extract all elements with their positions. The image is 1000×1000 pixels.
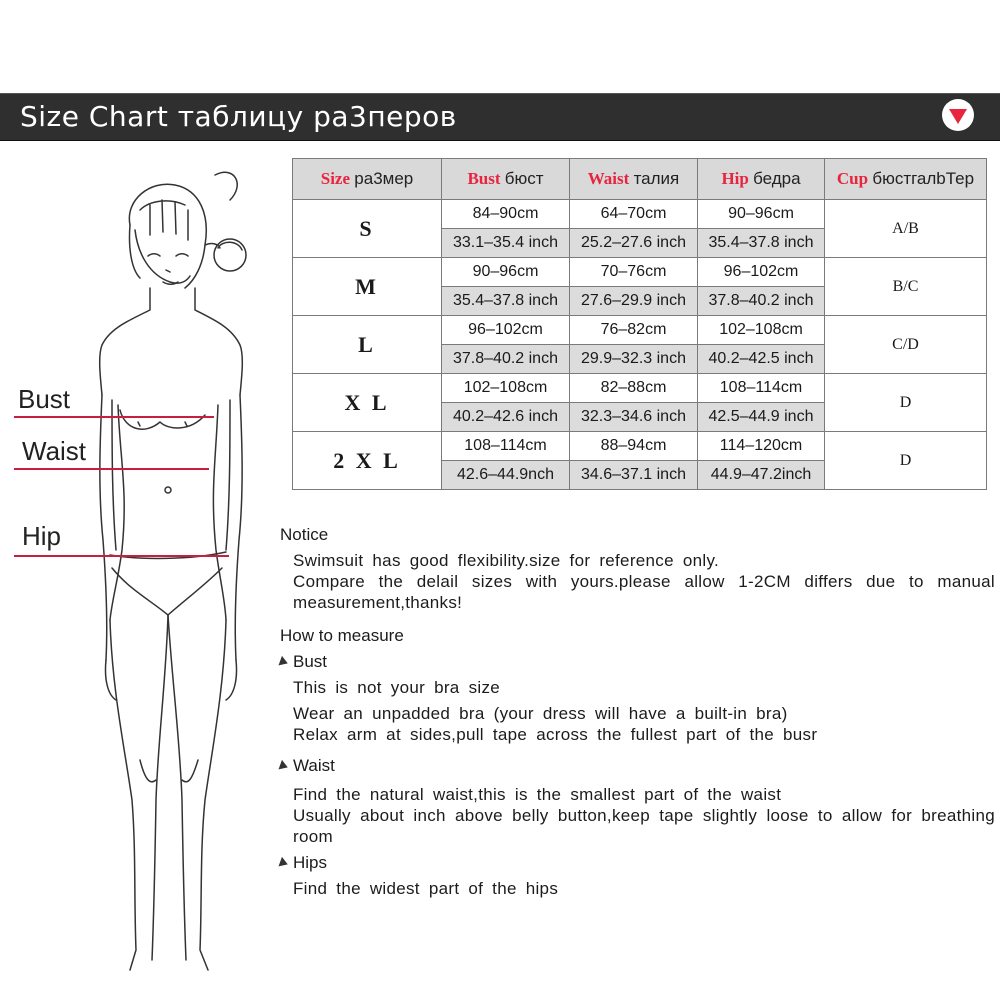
arrow-bullet-icon [279,857,290,869]
table-row [293,374,987,403]
hips-section-heading: Hips [280,852,995,873]
waist-cm-cell: 82–88cm [570,374,698,403]
table-row [293,316,987,345]
waist-instruction: Usually about inch above belly button,keep tape slightly loose to allow for breathing room [293,806,995,846]
notice-heading: Notice [280,525,329,544]
bust-cm-cell: 96–102cm [442,316,570,345]
arrow-bullet-icon [279,656,290,668]
hip-cm-cell: 102–108cm [698,316,825,345]
table-row [293,258,987,287]
waist-section-heading: Waist [280,755,995,776]
bust-cm-cell: 108–114cm [442,432,570,461]
cup-cell: C/D [825,316,987,374]
hip-inch-cell: 40.2–42.5 inch [698,345,825,374]
notice-line: Compare the delail sizes with yours.please allow 1-2CM differs due to manual measurement,thanks! [293,572,995,612]
hip-inch-cell: 42.5–44.9 inch [698,403,825,432]
hip-label: Hip [22,521,62,551]
bust-line [14,416,214,418]
size-cell: L [293,316,442,374]
waist-cm-cell: 88–94cm [570,432,698,461]
hip-cm-cell: 108–114cm [698,374,825,403]
cup-cell: B/C [825,258,987,316]
bust-cm-cell: 84–90cm [442,200,570,229]
waist-inch-cell: 29.9–32.3 inch [570,345,698,374]
table-row [293,432,987,461]
waist-line [14,468,209,470]
hip-inch-cell: 37.8–40.2 inch [698,287,825,316]
bust-label: Bust [18,384,71,414]
header-hip: Hip бедра [698,159,825,200]
title-banner [0,93,1000,141]
chevron-down-icon [940,97,976,133]
size-cell: X L [293,374,442,432]
hip-line [14,555,229,557]
notice-line: Swimsuit has good flexibility.size for reference only. [293,551,720,570]
bust-instruction: Relax arm at sides,pull tape across the fullest part of the busr [293,725,818,744]
bust-section-heading: Bust [280,651,995,672]
waist-cm-cell: 76–82cm [570,316,698,345]
bust-inch-cell: 37.8–40.2 inch [442,345,570,374]
bust-inch-cell: 40.2–42.6 inch [442,403,570,432]
arrow-bullet-icon [279,760,290,772]
hip-inch-cell: 35.4–37.8 inch [698,229,825,258]
waist-instruction: Find the natural waist,this is the smallest part of the waist [293,785,782,804]
hip-inch-cell: 44.9–47.2inch [698,461,825,490]
header-bust: Bust бюст [442,159,570,200]
table-header-row [293,159,987,200]
waist-inch-cell: 27.6–29.9 inch [570,287,698,316]
how-to-heading: How to measure [280,626,404,645]
bust-inch-cell: 35.4–37.8 inch [442,287,570,316]
bust-cm-cell: 102–108cm [442,374,570,403]
size-cell: 2 X L [293,432,442,490]
bust-inch-cell: 42.6–44.9nch [442,461,570,490]
header-waist: Waist талия [570,159,698,200]
waist-cm-cell: 64–70cm [570,200,698,229]
bust-instruction: This is not your bra size [293,678,501,697]
bust-cm-cell: 90–96cm [442,258,570,287]
banner-title: Size Chart таблицу ра3перов [20,100,457,133]
notes-section [280,524,995,899]
body-figure [0,160,290,980]
cup-cell: A/B [825,200,987,258]
hips-instruction: Find the widest part of the hips [293,879,559,898]
cup-cell: D [825,432,987,490]
bust-instruction: Wear an unpadded bra (your dress will have a built-in bra) [293,704,788,723]
waist-inch-cell: 34.6–37.1 inch [570,461,698,490]
waist-cm-cell: 70–76cm [570,258,698,287]
waist-inch-cell: 25.2–27.6 inch [570,229,698,258]
size-table [292,158,987,490]
size-cell: M [293,258,442,316]
size-cell: S [293,200,442,258]
body-outline-illustration [0,160,290,980]
hip-cm-cell: 96–102cm [698,258,825,287]
header-cup: Cup бюстгалbТер [825,159,987,200]
header-size: Size ра3мер [293,159,442,200]
cup-cell: D [825,374,987,432]
waist-inch-cell: 32.3–34.6 inch [570,403,698,432]
hip-cm-cell: 114–120cm [698,432,825,461]
table-row [293,200,987,229]
bust-inch-cell: 33.1–35.4 inch [442,229,570,258]
hip-cm-cell: 90–96cm [698,200,825,229]
waist-label: Waist [22,436,87,466]
